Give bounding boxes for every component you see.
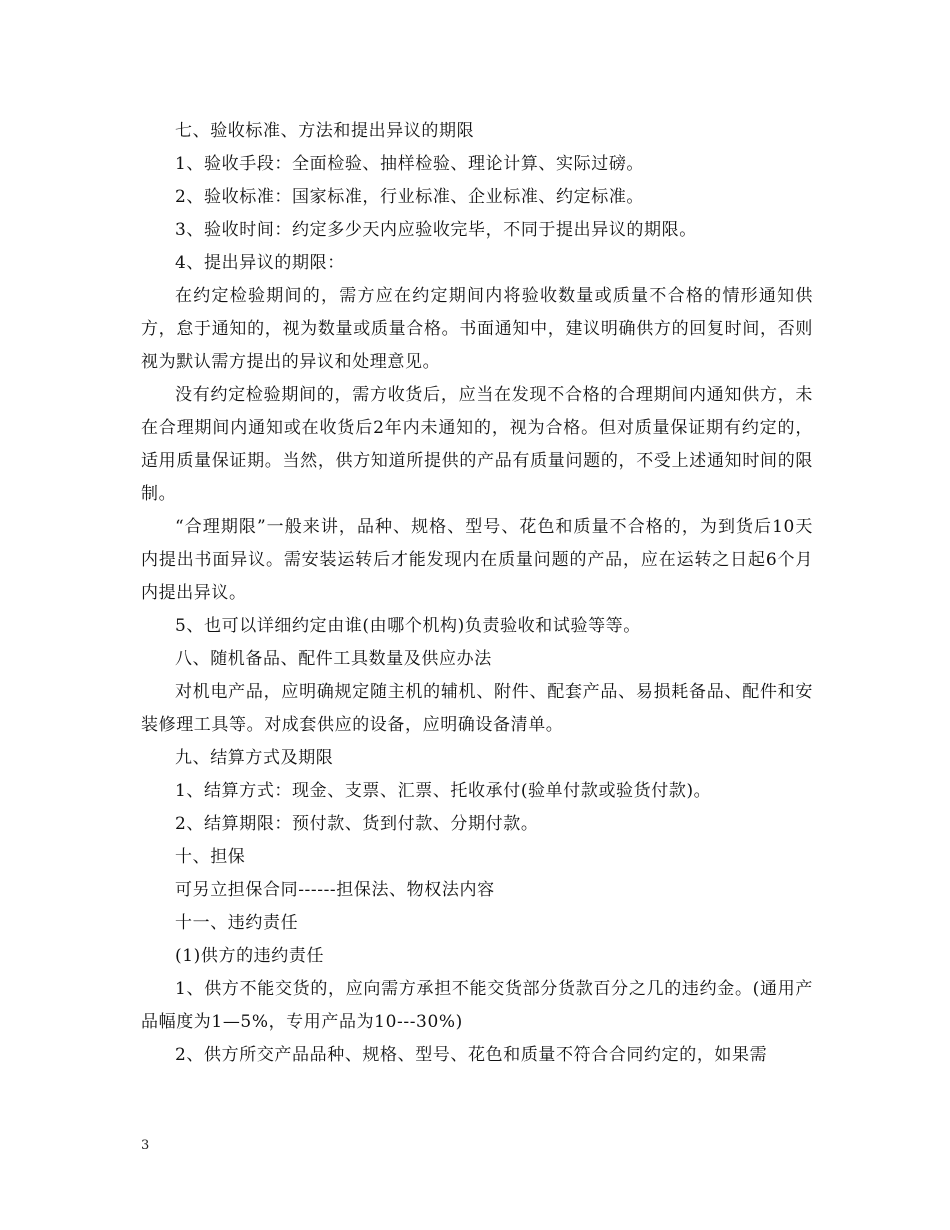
paragraph-acceptance-means: 1、验收手段：全面检验、抽样检验、理论计算、实际过磅。	[175, 154, 645, 174]
paragraph-acceptance-standard: 2、验收标准：国家标准，行业标准、企业标准、约定标准。	[175, 187, 645, 207]
heading-liability: 十一、违约责任	[175, 913, 299, 933]
heading-guarantee: 十、担保	[175, 847, 246, 867]
paragraph-reasonable-period: “合理期限”一般来讲，品种、规格、型号、花色和质量不合格的，为到货后10天内提出书面异议。需安装运转后才能发现内在质量问题的产品，应在运转之日起6个月内提出异议。	[141, 517, 813, 603]
paragraph-settlement-period: 2、结算期限：预付款、货到付款、分期付款。	[175, 814, 539, 834]
heading-acceptance-standards: 七、验收标准、方法和提出异议的期限	[175, 121, 475, 141]
paragraph-guarantee: 可另立担保合同------担保法、物权法内容	[175, 880, 495, 900]
paragraph-nonconforming-products: 2、供方所交产品品种、规格、型号、花色和质量不符合合同约定的，如果需	[175, 1045, 768, 1065]
heading-settlement: 九、结算方式及期限	[175, 748, 334, 768]
paragraph-objection-period: 4、提出异议的期限：	[175, 253, 345, 273]
paragraph-no-delivery-penalty: 1、供方不能交货的，应向需方承担不能交货部分货款百分之几的违约金。(通用产品幅度为1—5%，专用产品为10---30%)	[141, 979, 813, 1032]
subheading-supplier-liability: (1)供方的违约责任	[175, 946, 325, 966]
paragraph-acceptance-time: 3、验收时间：约定多少天内应验收完毕，不同于提出异议的期限。	[175, 220, 697, 240]
paragraph-no-agreed-inspection-period: 没有约定检验期间的，需方收货后，应当在发现不合格的合理期间内通知供方，未在合理期间内通知或在收货后2年内未通知的，视为合格。但对质量保证期有约定的，适用质量保证期。当然，供方知道所提供的产品有质量问题的，不受上述通知时间的限制。	[141, 385, 813, 504]
paragraph-agreed-inspection-period: 在约定检验期间的，需方应在约定期间内将验收数量或质量不合格的情形通知供方，怠于通知的，视为数量或质量合格。书面通知中，建议明确供方的回复时间，否则视为默认需方提出的异议和处理意见。	[141, 286, 813, 372]
heading-spare-parts: 八、随机备品、配件工具数量及供应办法	[175, 649, 492, 669]
page-number: 3	[141, 1138, 150, 1153]
paragraph-spare-parts: 对机电产品，应明确规定随主机的辅机、附件、配套产品、易损耗备品、配件和安装修理工具等。对成套供应的设备，应明确设备清单。	[141, 682, 813, 735]
paragraph-settlement-method: 1、结算方式：现金、支票、汇票、托收承付(验单付款或验货付款)。	[175, 781, 712, 801]
paragraph-acceptance-responsibility: 5、也可以详细约定由谁(由哪个机构)负责验收和试验等等。	[175, 616, 641, 636]
document-body	[141, 115, 813, 1072]
